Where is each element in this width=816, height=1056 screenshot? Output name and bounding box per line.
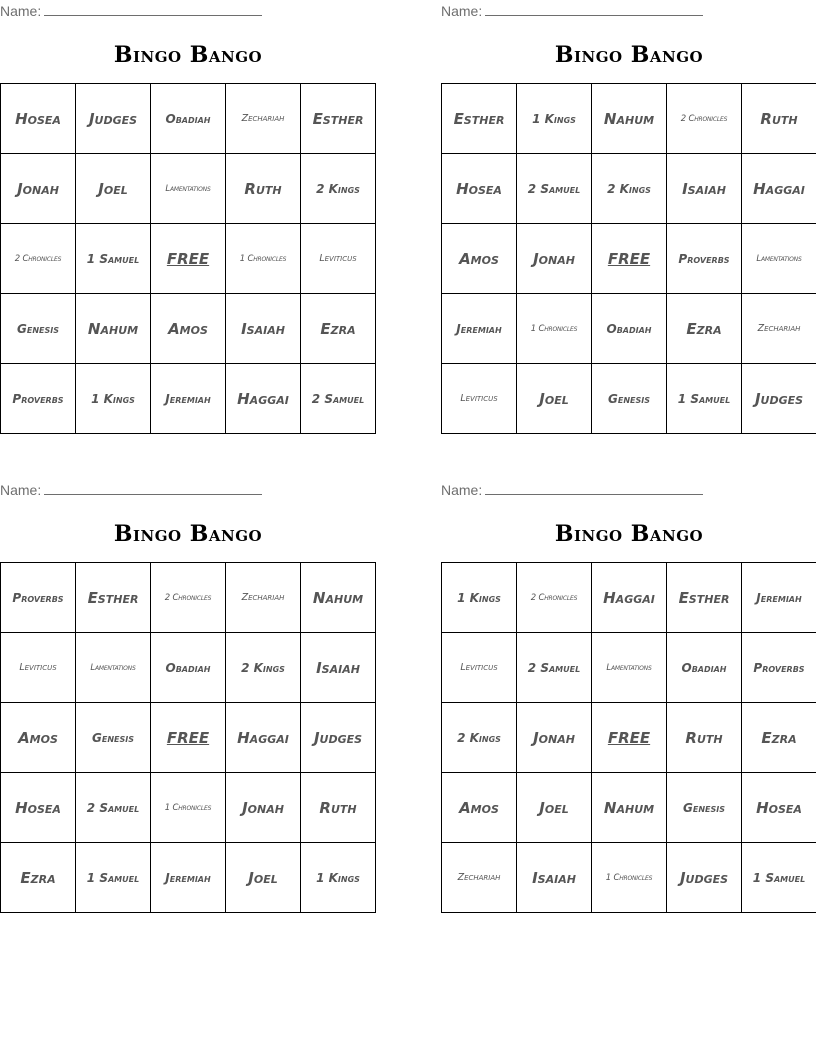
grid-row bbox=[442, 84, 816, 154]
grid-cell: 2 Samuel bbox=[76, 773, 151, 843]
grid-cell: Joel bbox=[517, 364, 592, 434]
grid-cell: 1 Samuel bbox=[76, 224, 151, 294]
grid-cell: 2 Chronicles bbox=[1, 224, 76, 294]
grid-cell: Amos bbox=[442, 773, 517, 843]
grid-cell: Haggai bbox=[742, 154, 816, 224]
grid-cell: 2 Samuel bbox=[517, 633, 592, 703]
grid-row bbox=[1, 703, 376, 773]
grid-cell: Jeremiah bbox=[151, 843, 226, 913]
grid-cell: Amos bbox=[151, 294, 226, 364]
grid-row bbox=[1, 563, 376, 633]
free-space: FREE bbox=[592, 703, 667, 773]
name-label: Name: bbox=[0, 3, 42, 19]
grid-cell: Ezra bbox=[301, 294, 376, 364]
grid-cell: Nahum bbox=[301, 563, 376, 633]
grid-cell: 1 Samuel bbox=[742, 843, 816, 913]
name-blank-line bbox=[44, 480, 262, 495]
card-title: Bingo Bango bbox=[554, 42, 704, 68]
grid-cell: Esther bbox=[301, 84, 376, 154]
grid-cell: 1 Chronicles bbox=[226, 224, 301, 294]
grid-cell: Jeremiah bbox=[742, 563, 816, 633]
grid-cell: Joel bbox=[226, 843, 301, 913]
grid-row bbox=[1, 84, 376, 154]
grid-cell: Isaiah bbox=[517, 843, 592, 913]
grid-cell: 2 Chronicles bbox=[151, 563, 226, 633]
grid-cell: Lamentations bbox=[151, 154, 226, 224]
grid-cell: Amos bbox=[442, 224, 517, 294]
grid-cell: Leviticus bbox=[442, 364, 517, 434]
grid-cell: Proverbs bbox=[1, 563, 76, 633]
grid-cell: 2 Chronicles bbox=[517, 563, 592, 633]
grid-cell: Genesis bbox=[592, 364, 667, 434]
bingo-card-2 bbox=[441, 0, 816, 408]
grid-cell: Obadiah bbox=[151, 84, 226, 154]
grid-row bbox=[442, 843, 816, 913]
bingo-grid bbox=[441, 562, 816, 913]
grid-cell: 1 Chronicles bbox=[517, 294, 592, 364]
grid-cell: Joel bbox=[517, 773, 592, 843]
grid-cell: 2 Kings bbox=[592, 154, 667, 224]
grid-row bbox=[442, 563, 816, 633]
name-field bbox=[441, 479, 816, 501]
grid-cell: Jonah bbox=[517, 224, 592, 294]
grid-cell: Leviticus bbox=[301, 224, 376, 294]
grid-cell: Lamentations bbox=[76, 633, 151, 703]
grid-cell: Nahum bbox=[76, 294, 151, 364]
grid-cell: Ruth bbox=[226, 154, 301, 224]
grid-cell: 1 Samuel bbox=[667, 364, 742, 434]
grid-row bbox=[442, 294, 816, 364]
grid-row bbox=[1, 633, 376, 703]
grid-row bbox=[1, 224, 376, 294]
grid-cell: 2 Samuel bbox=[517, 154, 592, 224]
grid-cell: 1 Chronicles bbox=[151, 773, 226, 843]
grid-cell: Nahum bbox=[592, 773, 667, 843]
grid-cell: 1 Kings bbox=[442, 563, 517, 633]
free-space: FREE bbox=[592, 224, 667, 294]
grid-cell: Esther bbox=[442, 84, 517, 154]
grid-cell: Obadiah bbox=[667, 633, 742, 703]
name-label: Name: bbox=[0, 482, 42, 498]
grid-cell: Judges bbox=[76, 84, 151, 154]
grid-cell: 2 Kings bbox=[226, 633, 301, 703]
free-space: FREE bbox=[151, 224, 226, 294]
grid-cell: Lamentations bbox=[742, 224, 816, 294]
grid-row bbox=[1, 154, 376, 224]
grid-cell: Leviticus bbox=[1, 633, 76, 703]
grid-row bbox=[442, 703, 816, 773]
name-field bbox=[0, 0, 376, 22]
grid-cell: Ruth bbox=[301, 773, 376, 843]
grid-cell: Ezra bbox=[667, 294, 742, 364]
grid-cell: Obadiah bbox=[151, 633, 226, 703]
grid-cell: Jeremiah bbox=[442, 294, 517, 364]
grid-cell: Haggai bbox=[226, 364, 301, 434]
grid-cell: Leviticus bbox=[442, 633, 517, 703]
grid-cell: Genesis bbox=[1, 294, 76, 364]
grid-cell: Esther bbox=[76, 563, 151, 633]
name-blank-line bbox=[485, 480, 703, 495]
grid-cell: Judges bbox=[742, 364, 816, 434]
grid-cell: Haggai bbox=[226, 703, 301, 773]
grid-cell: Judges bbox=[301, 703, 376, 773]
grid-cell: Joel bbox=[76, 154, 151, 224]
grid-cell: Jonah bbox=[1, 154, 76, 224]
grid-row bbox=[442, 773, 816, 843]
grid-cell: Genesis bbox=[76, 703, 151, 773]
card-title: Bingo Bango bbox=[113, 521, 263, 547]
grid-cell: 2 Samuel bbox=[301, 364, 376, 434]
card-title: Bingo Bango bbox=[554, 521, 704, 547]
bingo-card-4 bbox=[441, 479, 816, 887]
grid-row bbox=[442, 364, 816, 434]
grid-row bbox=[1, 294, 376, 364]
grid-cell: Genesis bbox=[667, 773, 742, 843]
card-title: Bingo Bango bbox=[113, 42, 263, 68]
bingo-grid bbox=[0, 83, 376, 434]
free-space: FREE bbox=[151, 703, 226, 773]
grid-cell: Ezra bbox=[742, 703, 816, 773]
name-blank-line bbox=[44, 1, 262, 16]
grid-cell: Isaiah bbox=[226, 294, 301, 364]
grid-cell: 1 Chronicles bbox=[592, 843, 667, 913]
grid-cell: Zechariah bbox=[742, 294, 816, 364]
grid-row bbox=[1, 773, 376, 843]
grid-cell: Judges bbox=[667, 843, 742, 913]
bingo-grid bbox=[441, 83, 816, 434]
grid-cell: Jeremiah bbox=[151, 364, 226, 434]
grid-cell: Ruth bbox=[667, 703, 742, 773]
grid-cell: Hosea bbox=[1, 773, 76, 843]
grid-cell: 1 Kings bbox=[76, 364, 151, 434]
grid-cell: Haggai bbox=[592, 563, 667, 633]
grid-cell: Jonah bbox=[517, 703, 592, 773]
grid-cell: Nahum bbox=[592, 84, 667, 154]
grid-cell: Isaiah bbox=[667, 154, 742, 224]
name-field bbox=[441, 0, 816, 22]
bingo-grid bbox=[0, 562, 376, 913]
grid-cell: Lamentations bbox=[592, 633, 667, 703]
grid-cell: Proverbs bbox=[742, 633, 816, 703]
grid-cell: 1 Samuel bbox=[76, 843, 151, 913]
grid-cell: Ezra bbox=[1, 843, 76, 913]
name-blank-line bbox=[485, 1, 703, 16]
name-label: Name: bbox=[441, 3, 483, 19]
grid-row bbox=[442, 154, 816, 224]
grid-cell: Hosea bbox=[742, 773, 816, 843]
grid-row bbox=[1, 364, 376, 434]
grid-cell: 2 Kings bbox=[301, 154, 376, 224]
grid-row bbox=[1, 843, 376, 913]
bingo-card-3 bbox=[0, 479, 376, 887]
grid-cell: 1 Kings bbox=[517, 84, 592, 154]
grid-cell: Isaiah bbox=[301, 633, 376, 703]
grid-cell: Zechariah bbox=[442, 843, 517, 913]
grid-cell: Zechariah bbox=[226, 84, 301, 154]
grid-row bbox=[442, 633, 816, 703]
bingo-card-1 bbox=[0, 0, 376, 408]
grid-cell: Ruth bbox=[742, 84, 816, 154]
grid-row bbox=[442, 224, 816, 294]
grid-cell: Zechariah bbox=[226, 563, 301, 633]
grid-cell: Esther bbox=[667, 563, 742, 633]
grid-cell: Hosea bbox=[442, 154, 517, 224]
name-field bbox=[0, 479, 376, 501]
grid-cell: Obadiah bbox=[592, 294, 667, 364]
name-label: Name: bbox=[441, 482, 483, 498]
grid-cell: Proverbs bbox=[1, 364, 76, 434]
grid-cell: Amos bbox=[1, 703, 76, 773]
grid-cell: Jonah bbox=[226, 773, 301, 843]
grid-cell: 2 Kings bbox=[442, 703, 517, 773]
grid-cell: 1 Kings bbox=[301, 843, 376, 913]
grid-cell: 2 Chronicles bbox=[667, 84, 742, 154]
grid-cell: Proverbs bbox=[667, 224, 742, 294]
grid-cell: Hosea bbox=[1, 84, 76, 154]
